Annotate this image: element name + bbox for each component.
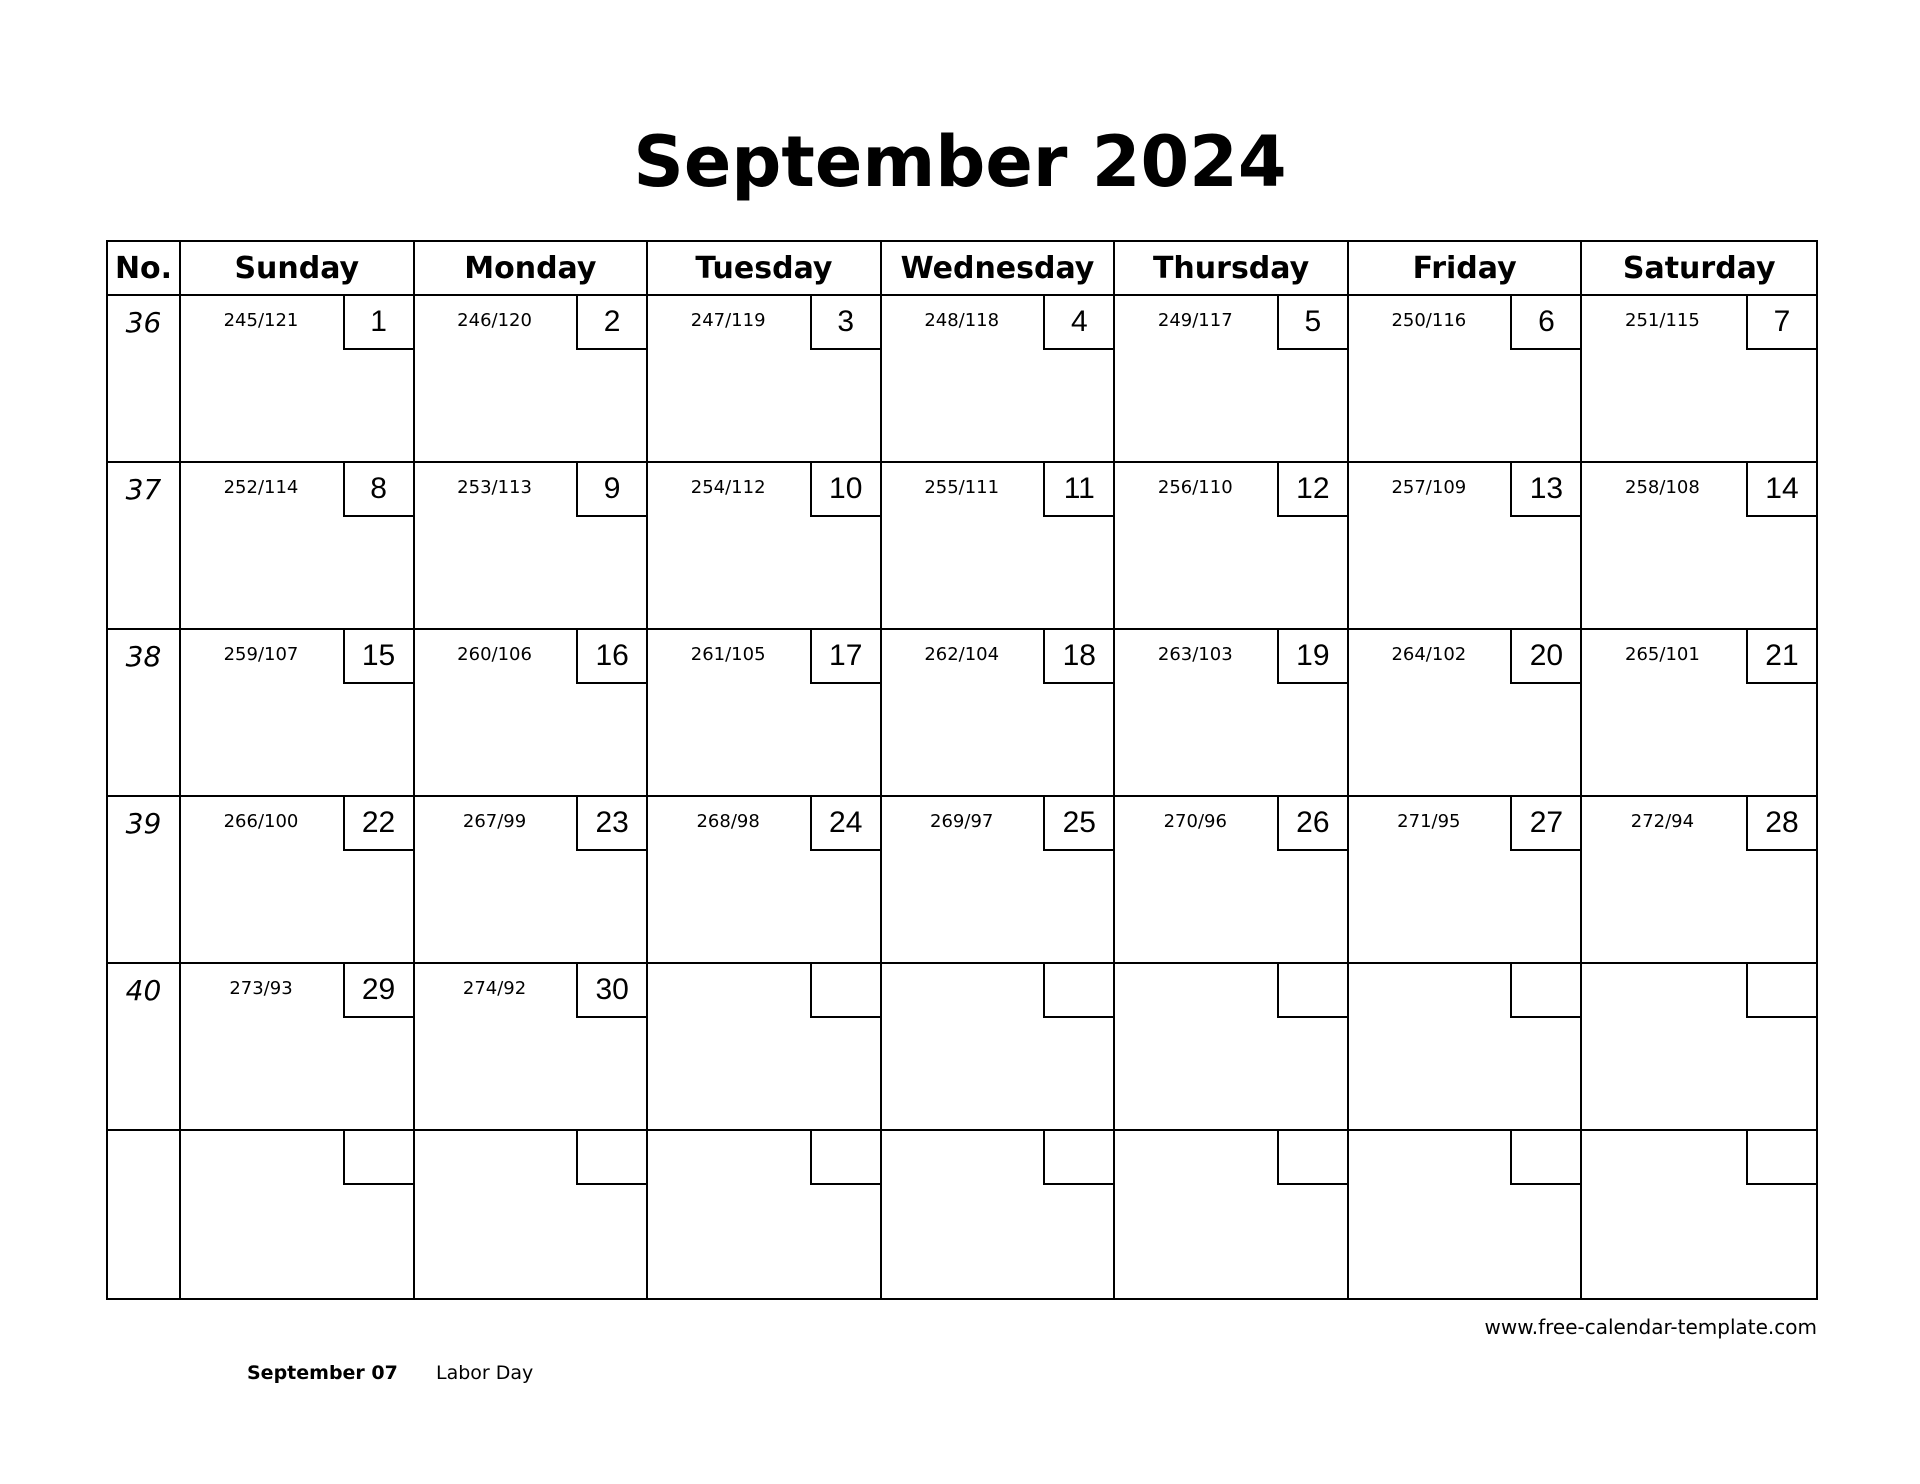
day-cell: [648, 797, 882, 964]
day-cell: [1582, 964, 1816, 1131]
day-cell: [1115, 964, 1349, 1131]
day-number: 19: [1277, 630, 1347, 684]
day-number: 23: [576, 797, 646, 851]
day-cell: [181, 463, 415, 630]
day-of-year: 271/95: [1397, 811, 1461, 832]
day-cell: [648, 630, 882, 797]
day-cell: [648, 1131, 882, 1298]
day-number: 14: [1746, 463, 1816, 517]
calendar-title: September 2024: [633, 121, 1287, 203]
day-of-year: 254/112: [690, 477, 766, 498]
day-of-year: 272/94: [1630, 811, 1695, 832]
day-cell: [1582, 296, 1816, 463]
day-number: [1277, 1131, 1347, 1185]
day-cell: [1115, 797, 1349, 964]
day-number: 1: [343, 296, 413, 350]
header-week-number: No.: [108, 242, 181, 296]
week-number: [108, 1131, 181, 1298]
day-cell: [648, 296, 882, 463]
day-number: 11: [1043, 463, 1113, 517]
day-cell: [1582, 630, 1816, 797]
day-cell: [1349, 797, 1583, 964]
day-of-year: 255/111: [924, 477, 1000, 498]
day-number: 15: [343, 630, 413, 684]
day-number: [810, 964, 880, 1018]
day-number: 3: [810, 296, 880, 350]
day-number: [1510, 964, 1580, 1018]
day-number: 28: [1746, 797, 1816, 851]
day-cell: [882, 296, 1116, 463]
day-cell: [882, 797, 1116, 964]
day-of-year: 268/98: [696, 811, 760, 832]
day-number: [1746, 1131, 1816, 1185]
day-of-year: 269/97: [930, 811, 994, 832]
header-thursday: Thursday: [1115, 242, 1349, 296]
website-url: www.free-calendar-template.com: [1484, 1315, 1817, 1339]
day-of-year: 266/100: [223, 811, 299, 832]
header-sunday: Sunday: [181, 242, 415, 296]
day-of-year: 267/99: [462, 811, 527, 832]
week-number: 39: [108, 797, 181, 964]
day-of-year: 245/121: [223, 310, 299, 331]
day-cell: [1582, 797, 1816, 964]
week-number: 38: [108, 630, 181, 797]
day-number: 2: [576, 296, 646, 350]
day-number: 30: [576, 964, 646, 1018]
day-number: 10: [810, 463, 880, 517]
day-cell: [1349, 296, 1583, 463]
day-cell: [181, 964, 415, 1131]
day-cell: [1115, 296, 1349, 463]
day-of-year: 265/101: [1625, 644, 1700, 665]
calendar-grid: [106, 240, 1818, 1300]
day-number: 21: [1746, 630, 1816, 684]
day-cell: [1115, 463, 1349, 630]
day-number: 27: [1510, 797, 1580, 851]
week-number: 36: [108, 296, 181, 463]
day-number: [1043, 964, 1113, 1018]
day-number: 8: [343, 463, 413, 517]
day-of-year: 274/92: [462, 978, 527, 999]
day-of-year: 273/93: [229, 978, 293, 999]
day-cell: [181, 1131, 415, 1298]
day-number: 29: [343, 964, 413, 1018]
day-of-year: 248/118: [924, 310, 1000, 331]
week-number: 37: [108, 463, 181, 630]
day-of-year: 263/103: [1157, 644, 1233, 665]
day-number: 13: [1510, 463, 1580, 517]
day-cell: [415, 296, 649, 463]
day-number: 20: [1510, 630, 1580, 684]
day-of-year: 270/96: [1163, 811, 1227, 832]
day-cell: [882, 630, 1116, 797]
day-number: 24: [810, 797, 880, 851]
holiday-date: September 07: [247, 1362, 398, 1384]
day-number: 12: [1277, 463, 1347, 517]
day-number: [343, 1131, 413, 1185]
day-cell: [1349, 964, 1583, 1131]
day-number: 22: [343, 797, 413, 851]
day-cell: [1349, 463, 1583, 630]
day-cell: [882, 964, 1116, 1131]
day-number: [1510, 1131, 1580, 1185]
header-saturday: Saturday: [1582, 242, 1816, 296]
day-cell: [181, 296, 415, 463]
header-wednesday: Wednesday: [882, 242, 1116, 296]
day-of-year: 258/108: [1625, 477, 1700, 498]
day-cell: [181, 797, 415, 964]
day-of-year: 259/107: [223, 644, 299, 665]
day-number: 7: [1746, 296, 1816, 350]
day-cell: [415, 463, 649, 630]
day-cell: [415, 797, 649, 964]
day-number: [810, 1131, 880, 1185]
day-cell: [1582, 1131, 1816, 1298]
day-of-year: 250/116: [1391, 310, 1467, 331]
holiday-name: Labor Day: [436, 1362, 534, 1384]
day-number: [1043, 1131, 1113, 1185]
day-number: [576, 1131, 646, 1185]
week-number: 40: [108, 964, 181, 1131]
day-cell: [1115, 630, 1349, 797]
day-number: 17: [810, 630, 880, 684]
day-cell: [882, 463, 1116, 630]
day-number: [1277, 964, 1347, 1018]
header-friday: Friday: [1349, 242, 1583, 296]
day-number: 26: [1277, 797, 1347, 851]
day-cell: [1349, 1131, 1583, 1298]
day-of-year: 261/105: [690, 644, 766, 665]
day-of-year: 257/109: [1391, 477, 1467, 498]
day-number: 16: [576, 630, 646, 684]
day-cell: [415, 630, 649, 797]
day-cell: [1349, 630, 1583, 797]
day-number: 4: [1043, 296, 1113, 350]
day-number: [1746, 964, 1816, 1018]
day-of-year: 249/117: [1157, 310, 1233, 331]
day-number: 6: [1510, 296, 1580, 350]
day-cell: [415, 964, 649, 1131]
header-monday: Monday: [415, 242, 649, 296]
day-cell: [648, 964, 882, 1131]
day-cell: [1582, 463, 1816, 630]
day-cell: [181, 630, 415, 797]
day-of-year: 251/115: [1625, 310, 1700, 331]
day-number: 9: [576, 463, 646, 517]
day-cell: [882, 1131, 1116, 1298]
day-number: 5: [1277, 296, 1347, 350]
header-tuesday: Tuesday: [648, 242, 882, 296]
day-of-year: 252/114: [223, 477, 299, 498]
day-of-year: 246/120: [457, 310, 532, 331]
day-number: 18: [1043, 630, 1113, 684]
day-cell: [415, 1131, 649, 1298]
day-number: 25: [1043, 797, 1113, 851]
day-cell: [648, 463, 882, 630]
day-of-year: 260/106: [457, 644, 532, 665]
day-of-year: 253/113: [457, 477, 532, 498]
day-of-year: 262/104: [924, 644, 1000, 665]
day-of-year: 247/119: [690, 310, 766, 331]
day-of-year: 264/102: [1391, 644, 1467, 665]
day-cell: [1115, 1131, 1349, 1298]
day-of-year: 256/110: [1157, 477, 1233, 498]
